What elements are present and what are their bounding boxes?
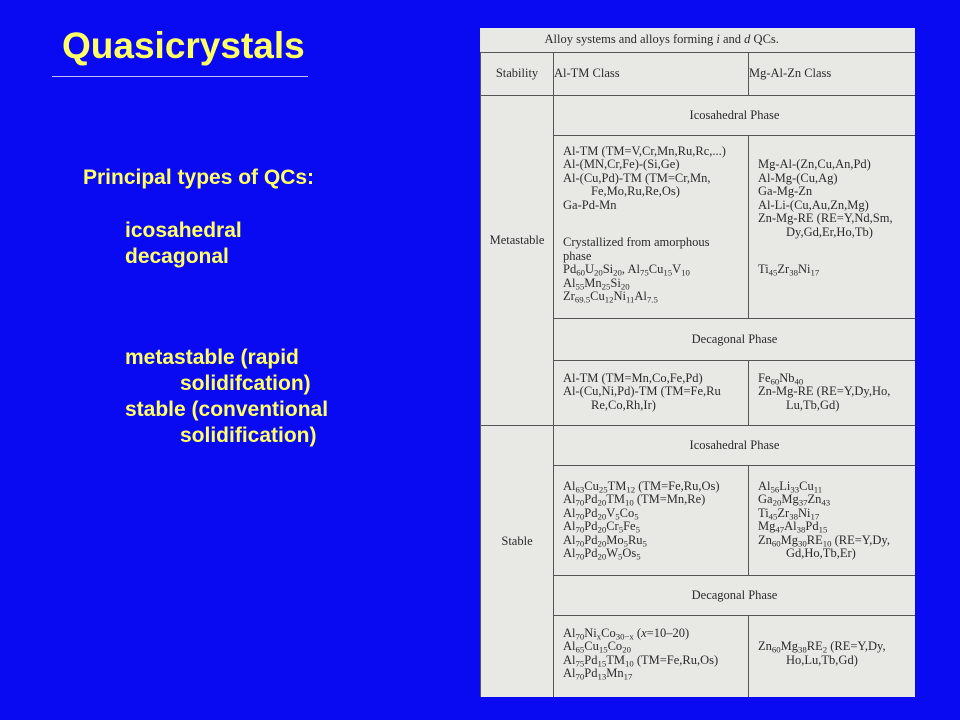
text-run: Ho,Lu,Tb,Gd) <box>786 652 858 667</box>
text-run: RE <box>806 532 823 547</box>
subscript: 15 <box>663 267 673 278</box>
text-run: Mn <box>584 275 602 290</box>
subscript: 10 <box>681 267 690 278</box>
text-run: Al <box>784 519 797 533</box>
mg-al-zn-cell <box>749 360 916 425</box>
text-run: Zr <box>777 262 790 276</box>
text-run: Cr <box>606 519 619 533</box>
text-run: Si <box>610 275 621 290</box>
text-run: Mg <box>780 639 799 653</box>
subscript: 17 <box>810 510 820 521</box>
alloy-systems-table <box>480 28 915 697</box>
alloy-line <box>758 385 915 399</box>
subscript: 20 <box>597 551 607 562</box>
text-run: TM <box>607 478 627 493</box>
text-run: =10–20) <box>646 625 690 640</box>
subscript: 20 <box>620 280 630 291</box>
alloy-line <box>563 385 748 399</box>
text-run: Pd <box>584 652 598 667</box>
text-run: Al-Li-(Cu,Au,Zn,Mg) <box>758 197 869 212</box>
subscript: 5 <box>615 510 620 521</box>
text-run: Cu <box>648 262 664 276</box>
subscript: 20 <box>597 510 607 521</box>
subscript: 12 <box>626 483 636 494</box>
text-run: Al <box>563 625 576 640</box>
text-run: Ni <box>584 625 597 640</box>
text-run: Ni <box>797 262 811 276</box>
text-run: Al-(Cu,Ni,Pd)-TM (TM=Fe,Ru <box>563 384 721 398</box>
subscript: 20 <box>597 497 607 508</box>
text-run: Lu,Tb,Gd) <box>786 397 840 412</box>
entry-group <box>758 640 915 667</box>
subscript: 5 <box>618 524 624 535</box>
subscript: 15 <box>818 524 828 535</box>
subscript: 47 <box>775 524 785 535</box>
alloy-line <box>758 372 915 386</box>
formation-condition-item <box>125 397 328 449</box>
subscript: 11 <box>813 483 823 494</box>
text-run: Zn-Mg-RE (RE=Y,Dy,Ho, <box>758 384 891 398</box>
text-run: Gd,Ho,Tb,Er) <box>786 546 856 560</box>
text-run: Al-Mg-(Cu,Ag) <box>758 170 838 185</box>
alloy-line <box>758 185 915 199</box>
text-run: QCs. <box>750 32 779 47</box>
header-stability: Stability <box>481 52 554 95</box>
text-run: Zr <box>563 289 575 303</box>
mg-al-zn-cell <box>749 465 916 575</box>
subscript: 30−x <box>615 630 634 641</box>
text-run: RE <box>806 639 823 653</box>
alloy-line-continued <box>563 185 748 199</box>
subscript: 15 <box>598 644 608 655</box>
text-run: Mn <box>606 666 624 680</box>
alloy-line <box>563 172 748 186</box>
text-run: Al <box>758 478 771 493</box>
text-run: Si <box>602 262 614 276</box>
text-run: Al <box>563 478 576 493</box>
alloy-line <box>563 627 748 641</box>
subscript: 20 <box>772 497 782 508</box>
text-run: Al <box>563 505 576 520</box>
condition-line: solidifcation) <box>180 372 311 395</box>
header-mg-al-zn-class: Mg-Al-Zn Class <box>749 52 916 95</box>
entry-group <box>563 236 748 304</box>
alloy-line <box>563 250 748 264</box>
text-run: Nb <box>779 370 795 385</box>
subscript: 70 <box>575 630 585 641</box>
qc-types-heading: Principal types of QCs: <box>83 166 315 189</box>
subscript: 60 <box>576 267 585 278</box>
subscript: 63 <box>575 483 585 494</box>
formation-condition-list <box>125 345 328 449</box>
mg-al-zn-cell <box>749 615 916 697</box>
alloy-line <box>563 534 748 548</box>
subscript: 70 <box>575 671 585 682</box>
subscript: 13 <box>597 671 607 682</box>
alloy-line <box>563 547 748 561</box>
subscript: 5 <box>636 551 641 562</box>
alloy-line <box>563 493 748 507</box>
text-run: Cu <box>590 289 605 303</box>
subscript: 12 <box>604 294 614 305</box>
text-run: Fe <box>758 370 771 385</box>
text-run: Fe <box>623 519 636 533</box>
qc-type-item: decagonal <box>125 244 229 268</box>
alloy-line-continued <box>758 226 915 240</box>
al-tm-cell <box>554 465 749 575</box>
subscript: 5 <box>618 551 623 562</box>
text-run: Co <box>601 625 616 640</box>
alloy-line <box>758 493 915 507</box>
text-run: Pd <box>563 262 577 276</box>
alloy-line <box>758 480 915 494</box>
alloy-line <box>563 145 748 159</box>
text-run: Zn <box>807 492 822 506</box>
text-run: Al <box>563 519 576 533</box>
subscript: 70 <box>575 524 585 535</box>
text-run: (TM=Fe,Ru,Os) <box>633 652 719 667</box>
qc-type-list <box>125 218 242 269</box>
al-tm-cell <box>554 360 749 425</box>
text-run: Al <box>563 275 576 290</box>
subscript: 38 <box>798 644 807 655</box>
text-run: Co <box>607 639 623 653</box>
text-run: Al-(Cu,Pd)-TM (TM=Cr,Mn, <box>563 170 711 185</box>
subscript: 69.5 <box>574 294 591 305</box>
qc-type-item: icosahedral <box>125 219 242 242</box>
text-run: Pd <box>584 519 598 533</box>
text-run: TM <box>606 492 625 506</box>
alloy-line <box>563 480 748 494</box>
text-run: Li <box>779 478 791 493</box>
alloy-line-continued <box>758 547 915 561</box>
mg-al-zn-cell <box>749 135 916 318</box>
text-run: U <box>584 262 594 276</box>
subscript: 56 <box>770 483 780 494</box>
text-run: Pd <box>805 519 819 533</box>
alloy-line <box>563 667 748 681</box>
entry-group <box>563 145 748 213</box>
text-run: Ti <box>758 262 769 276</box>
condition-line: metastable (rapid <box>125 346 299 369</box>
stability-label-metastable <box>481 95 554 425</box>
text-run: TM <box>606 652 625 667</box>
condition-line: stable (conventional <box>125 398 329 421</box>
alloy-line <box>563 263 748 277</box>
subscript: x <box>596 630 602 641</box>
text-run: Pd <box>584 666 598 680</box>
subscript: 70 <box>575 537 585 548</box>
text-run: Zn <box>758 532 772 547</box>
alloy-line <box>563 158 748 172</box>
subscript: 30 <box>798 537 807 548</box>
subscript: 33 <box>790 483 800 494</box>
condition-line: solidification) <box>180 424 317 447</box>
alloy-line <box>563 520 748 534</box>
text-run: Ti <box>758 505 769 520</box>
text-run: Co <box>619 505 635 520</box>
subscript: 60 <box>771 644 781 655</box>
text-run: Al <box>563 666 576 680</box>
subscript: 20 <box>613 267 622 278</box>
text-run: Al-TM (TM=Mn,Co,Fe,Pd) <box>563 370 703 385</box>
subscript: 17 <box>810 267 820 278</box>
text-run: Pd <box>584 492 598 506</box>
text-run: Mg <box>781 492 799 506</box>
al-tm-cell <box>554 135 749 318</box>
alloy-line <box>758 172 915 186</box>
alloy-line <box>563 236 748 250</box>
text-run: (RE=Y,Dy, <box>831 532 890 547</box>
subscript: 70 <box>575 551 585 562</box>
subscript: 20 <box>597 537 607 548</box>
text-run: Zr <box>777 505 790 520</box>
subscript: 15 <box>597 657 607 668</box>
text-run: Mo <box>606 532 624 547</box>
alloy-line-continued <box>563 399 748 413</box>
alloy-line <box>758 212 915 226</box>
subscript: 75 <box>639 267 649 278</box>
subscript: 2 <box>822 644 828 655</box>
subscript: 38 <box>789 510 798 521</box>
text-run: Al <box>563 546 576 560</box>
text-run: Mg <box>758 519 776 533</box>
text-run: Al <box>634 289 647 303</box>
subscript: 38 <box>789 267 798 278</box>
entry-group <box>758 158 915 239</box>
table-caption <box>481 28 916 52</box>
alloy-line <box>563 507 748 521</box>
text-run: (TM=Fe,Ru,Os) <box>635 478 720 493</box>
subscript: 5 <box>623 537 628 548</box>
text-run: Mg-Al-(Zn,Cu,An,Pd) <box>758 157 871 171</box>
alloy-line <box>758 158 915 172</box>
text-run: V <box>606 505 616 520</box>
text-run: Al-TM (TM=V,Cr,Mn,Ru,Rc,...) <box>563 143 726 158</box>
text-run: (TM=Mn,Re) <box>633 492 706 506</box>
formation-condition-item <box>125 345 328 397</box>
text-run: Pd <box>584 505 598 520</box>
text-run: Al <box>563 652 576 667</box>
subscript: 10 <box>624 497 634 508</box>
alloy-line-continued <box>758 654 915 668</box>
text-run: phase <box>563 248 592 263</box>
subscript: 65 <box>575 644 585 655</box>
subscript: 20 <box>622 644 631 655</box>
alloy-line <box>758 263 915 277</box>
alloy-line <box>563 654 748 668</box>
text-run: Cu <box>584 639 599 653</box>
stability-label: Metastable <box>489 232 545 247</box>
text-run: Crystallized from amorphous <box>563 235 710 249</box>
italic-symbol: d <box>744 32 751 47</box>
text-run: Zn-Mg-RE (RE=Y,Nd,Sm, <box>758 211 893 225</box>
text-run: Ga-Pd-Mn <box>563 197 617 212</box>
title-underline <box>52 76 308 77</box>
phase-header-icosahedral: Icosahedral Phase <box>554 95 916 135</box>
slide-title: Quasicrystals <box>62 25 305 66</box>
alloy-line <box>758 507 915 521</box>
text-run: Ni <box>797 505 811 520</box>
alloy-line <box>758 520 915 534</box>
text-run: Dy,Gd,Er,Ho,Tb) <box>786 224 873 239</box>
alloy-line <box>563 199 748 213</box>
italic-symbol: x <box>641 625 647 640</box>
alloy-line <box>758 199 915 213</box>
text-run: Al <box>563 532 576 547</box>
subscript: 70 <box>575 510 585 521</box>
alloy-line <box>758 534 915 548</box>
text-run: and <box>719 32 745 47</box>
subscript: 40 <box>794 375 804 386</box>
subscript: 5 <box>634 510 639 521</box>
stability-label-stable <box>481 425 554 697</box>
subscript: 60 <box>771 537 781 548</box>
entry-group <box>563 480 748 561</box>
alloy-line <box>563 372 748 386</box>
text-run: Al <box>563 492 576 506</box>
subscript: 60 <box>770 375 780 386</box>
subscript: 25 <box>598 483 608 494</box>
alloy-line-continued <box>758 399 915 413</box>
text-run: V <box>672 262 682 276</box>
phase-header-icosahedral: Icosahedral Phase <box>554 425 916 465</box>
text-run: Pd <box>584 532 598 547</box>
text-run: Ni <box>613 289 626 303</box>
text-run: Os <box>622 546 637 560</box>
text-run: , Al <box>621 262 640 276</box>
entry-group <box>758 480 915 561</box>
subscript: 20 <box>593 267 603 278</box>
entry-group <box>563 372 748 413</box>
entry-group <box>758 263 915 277</box>
subscript: 25 <box>601 280 611 291</box>
alloy-line <box>563 277 748 291</box>
text-run: ( <box>633 625 642 640</box>
text-run: Cu <box>799 478 814 493</box>
entry-group <box>758 372 915 413</box>
text-run: Ga <box>758 492 773 506</box>
subscript: 45 <box>768 510 778 521</box>
subscript: 45 <box>768 267 778 278</box>
text-run: Re,Co,Rh,Ir) <box>591 397 656 412</box>
text-run: Mg <box>780 532 799 547</box>
stability-label: Stable <box>501 533 533 548</box>
phase-header-decagonal: Decagonal Phase <box>554 318 916 360</box>
phase-header-decagonal: Decagonal Phase <box>554 575 916 615</box>
italic-symbol: i <box>716 32 720 47</box>
subscript: 20 <box>597 524 607 535</box>
text-run: Ru <box>627 532 643 547</box>
al-tm-cell <box>554 615 749 697</box>
text-run: (RE=Y,Dy, <box>827 639 886 653</box>
subscript: 37 <box>798 497 808 508</box>
subscript: 70 <box>575 497 585 508</box>
subscript: 5 <box>635 524 640 535</box>
subscript: 7.5 <box>646 294 658 305</box>
text-run: W <box>606 546 619 560</box>
subscript: 5 <box>642 537 647 548</box>
header-al-tm-class: Al-TM Class <box>554 52 749 95</box>
subscript: 38 <box>796 524 806 535</box>
text-run: Cu <box>584 478 599 493</box>
text-run: Alloy systems and alloys forming <box>544 32 717 47</box>
subscript: 43 <box>821 497 831 508</box>
subscript: 55 <box>575 280 585 291</box>
text-run: Ga-Mg-Zn <box>758 184 813 198</box>
subscript: 11 <box>625 294 635 305</box>
subscript: 75 <box>575 657 585 668</box>
alloy-line <box>758 640 915 654</box>
subscript: 10 <box>624 657 634 668</box>
text-run: Pd <box>584 546 598 560</box>
entry-group <box>563 627 748 681</box>
subscript: 17 <box>623 671 633 682</box>
text-run: Fe,Mo,Ru,Re,Os) <box>591 184 680 198</box>
text-run: Al <box>563 639 576 653</box>
text-run: Zn <box>758 639 772 653</box>
alloy-table-image <box>480 28 915 697</box>
alloy-line <box>563 640 748 654</box>
alloy-line <box>563 290 748 304</box>
text-run: Al-(MN,Cr,Fe)-(Si,Ge) <box>563 157 680 171</box>
subscript: 10 <box>822 537 832 548</box>
